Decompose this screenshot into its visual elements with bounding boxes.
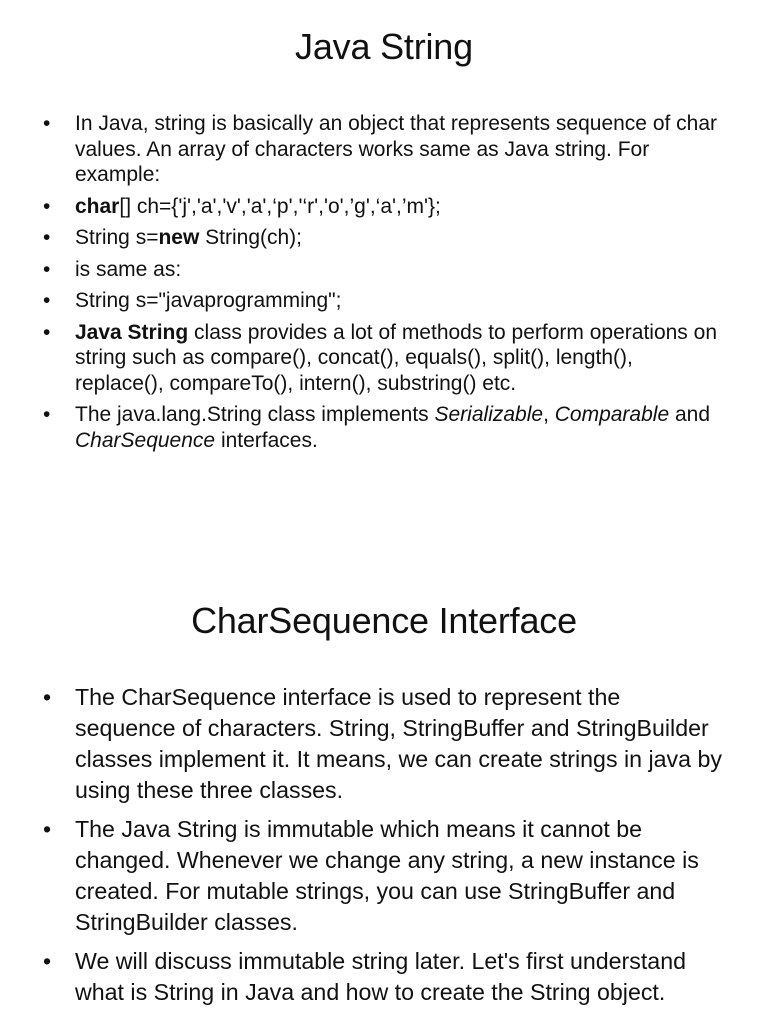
emphasis-text: Java String: [75, 320, 189, 344]
code-keyword: char: [75, 194, 120, 218]
bullet-text: The CharSequence interface is used to represent the sequence of characters. String, StringBuffer and StringBuilder classes implement it. It means, we can create strings in java by using these three classes.: [75, 684, 722, 803]
bullet-text: is same as:: [75, 257, 182, 281]
slide-charsequence-interface: [0, 585, 768, 1024]
bullet-icon: •: [43, 948, 52, 974]
bullet-text: The java.lang.String class implements: [75, 403, 435, 426]
interface-name: CharSequence: [75, 428, 216, 452]
bullet-icon: •: [43, 194, 51, 218]
bullet-icon: •: [43, 684, 52, 710]
bullet-item: [43, 814, 723, 938]
interface-name: Serializable: [434, 403, 544, 426]
code-keyword: new: [158, 226, 200, 249]
bullet-item: [43, 257, 723, 283]
bullet-item: [43, 402, 723, 453]
bullet-text: String s="javaprogramming";: [75, 289, 342, 312]
separator-text: ,: [543, 403, 555, 426]
slide-title: CharSequence Interface: [191, 600, 577, 641]
interface-name: Comparable: [554, 403, 670, 426]
bullet-item: [43, 111, 723, 188]
bullet-item: [43, 946, 723, 1008]
bullet-text: The Java String is immutable which means it cannot be changed. Whenever we change any string, a new instance is created. For mutable strings, you can use StringBuffer and StringBuilder classes.: [75, 816, 699, 935]
slide-title: Java String: [295, 26, 473, 67]
bullet-icon: •: [43, 816, 52, 842]
bullet-list: [43, 682, 723, 1016]
bullet-icon: •: [43, 403, 51, 426]
bullet-icon: •: [43, 257, 51, 281]
bullet-icon: •: [43, 289, 51, 312]
bullet-text: interfaces.: [215, 428, 318, 452]
bullet-text: We will discuss immutable string later. Let's first understand what is String in Java and how to create the String object.: [75, 948, 686, 1005]
bullet-icon: •: [43, 112, 51, 135]
bullet-item: [43, 225, 723, 251]
bullet-icon: •: [43, 320, 51, 344]
bullet-item: [43, 320, 723, 397]
bullet-text: class provides a lot of methods to perform operations on string such as compare(), concat(), equals(), split(), length(), replace(), compareTo(), intern(), substring() etc.: [75, 320, 717, 395]
conjunction-text: and: [669, 403, 711, 426]
bullet-text: [] ch={'j','a','v','a',‘p','‘r','o',’g',‘a',’m'};: [119, 194, 441, 218]
bullet-list: [43, 111, 723, 459]
bullet-item: [43, 288, 723, 314]
bullet-text: String s=: [75, 226, 159, 249]
bullet-text: In Java, string is basically an object that represents sequence of char values. An array of characters works same as Java string. For example:: [75, 112, 718, 186]
bullet-item: [43, 682, 723, 806]
bullet-icon: •: [43, 226, 51, 249]
bullet-text: String(ch);: [199, 226, 303, 249]
bullet-item: [43, 194, 723, 220]
